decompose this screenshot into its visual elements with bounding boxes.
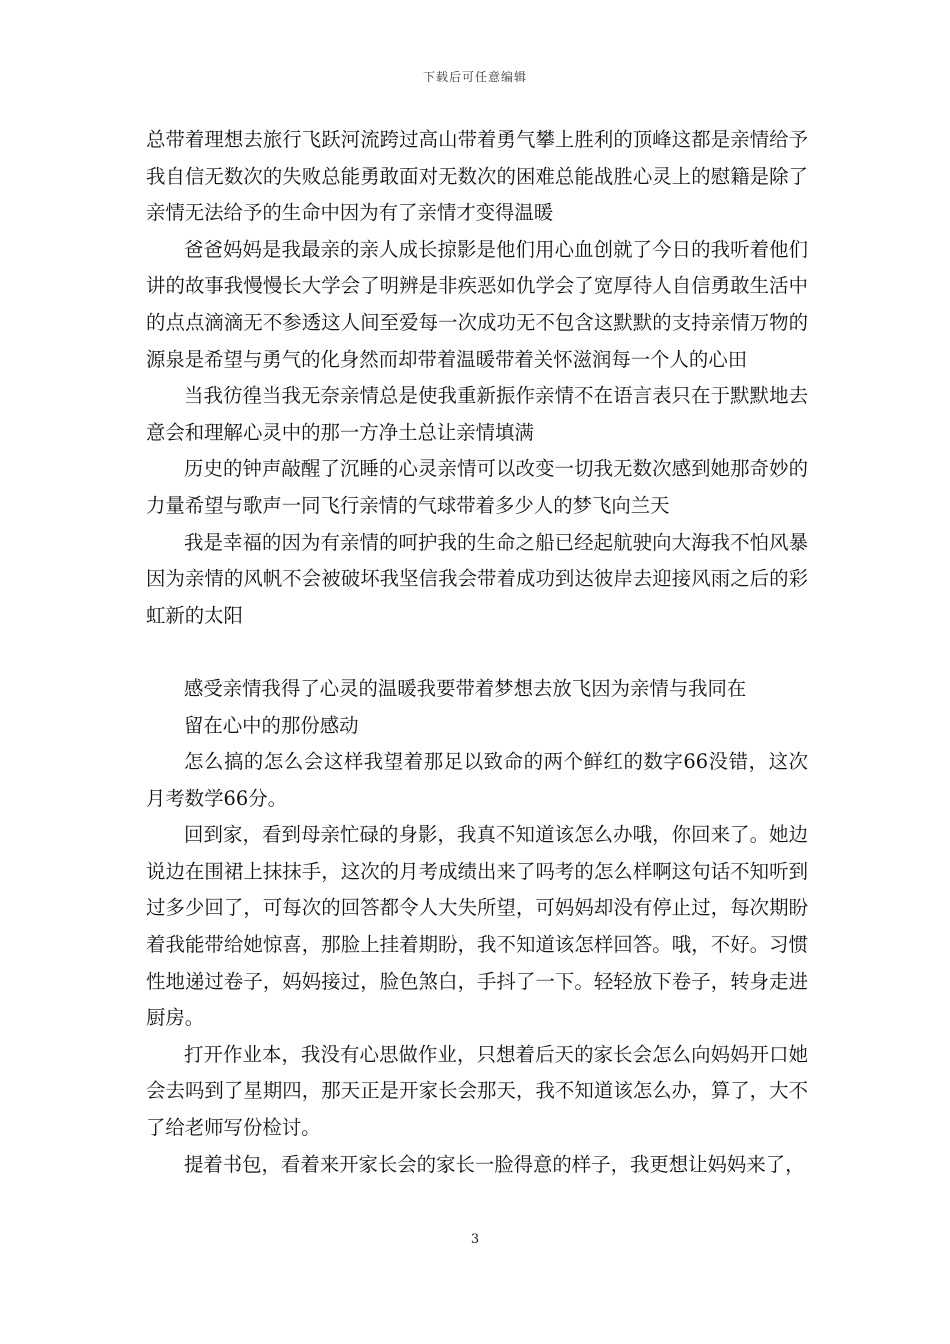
page-number: 3 [470, 1232, 480, 1247]
section-title: 留在心中的那份感动 [184, 713, 359, 737]
paragraph-4: 历史的钟声敲醒了沉睡的心灵亲情可以改变一切我无数次感到她那奇妙的力量希望与歌声一同飞行亲情的气球带着多少人的梦飞向兰天 [146, 457, 808, 517]
paragraph-5: 我是幸福的因为有亲情的呵护我的生命之船已经起航驶向大海我不怕风暴因为亲情的风帆不会被破坏我坚信我会带着成功到达彼岸去迎接风雨之后的彩虹新的太阳 [146, 530, 808, 627]
paragraph-7: 怎么搞的怎么会这样我望着那足以致命的两个鲜红的数字66没错，这次月考数学66分。 [146, 750, 808, 810]
paragraph-8: 回到家，看到母亲忙碌的身影，我真不知道该怎么办哦，你回来了。她边说边在围裙上抹抹手，这次的月考成绩出来了吗考的怎么样啊这句话不知听到过多少回了，可每次的回答都令人大失所望，可妈妈却没有停止过，每次期盼着我能带给她惊喜，那脸上挂着期盼，我不知道该怎样回答。哦，不好。习惯性地递过卷子，妈妈接过，脸色煞白，手抖了一下。轻轻放下卷子，转身走进厨房。 [146, 823, 808, 1030]
blank-line [146, 634, 808, 671]
paragraph-6: 感受亲情我得了心灵的温暖我要带着梦想去放飞因为亲情与我同在 [184, 676, 747, 700]
page-header-note: 下载后可任意编辑 [422, 70, 527, 84]
document-body [146, 122, 808, 1183]
paragraph-1: 总带着理想去旅行飞跃河流跨过高山带着勇气攀上胜利的顶峰这都是亲情给予我自信无数次的失败总能勇敢面对无数次的困难总能战胜心灵上的慰籍是除了亲情无法给予的生命中因为有了亲情才变得温暖 [146, 128, 808, 225]
paragraph-10: 提着书包，看着来开家长会的家长一脸得意的样子，我更想让妈妈来了， [184, 1152, 805, 1176]
paragraph-3: 当我彷徨当我无奈亲情总是使我重新振作亲情不在语言表只在于默默地去意会和理解心灵中的那一方净土总让亲情填满 [146, 384, 808, 444]
paragraph-2: 爸爸妈妈是我最亲的亲人成长掠影是他们用心血创就了今日的我听着他们讲的故事我慢慢长大学会了明辨是非疾恶如仇学会了宽厚待人自信勇敢生活中的点点滴滴无不参透这人间至爱每一次成功无不包含这默默的支持亲情万物的源泉是希望与勇气的化身然而却带着温暖带着关怀滋润每一个人的心田 [146, 237, 808, 371]
paragraph-9: 打开作业本，我没有心思做作业，只想着后天的家长会怎么向妈妈开口她会去吗到了星期四，那天正是开家长会那天，我不知道该怎么办，算了，大不了给老师写份检讨。 [146, 1042, 808, 1140]
